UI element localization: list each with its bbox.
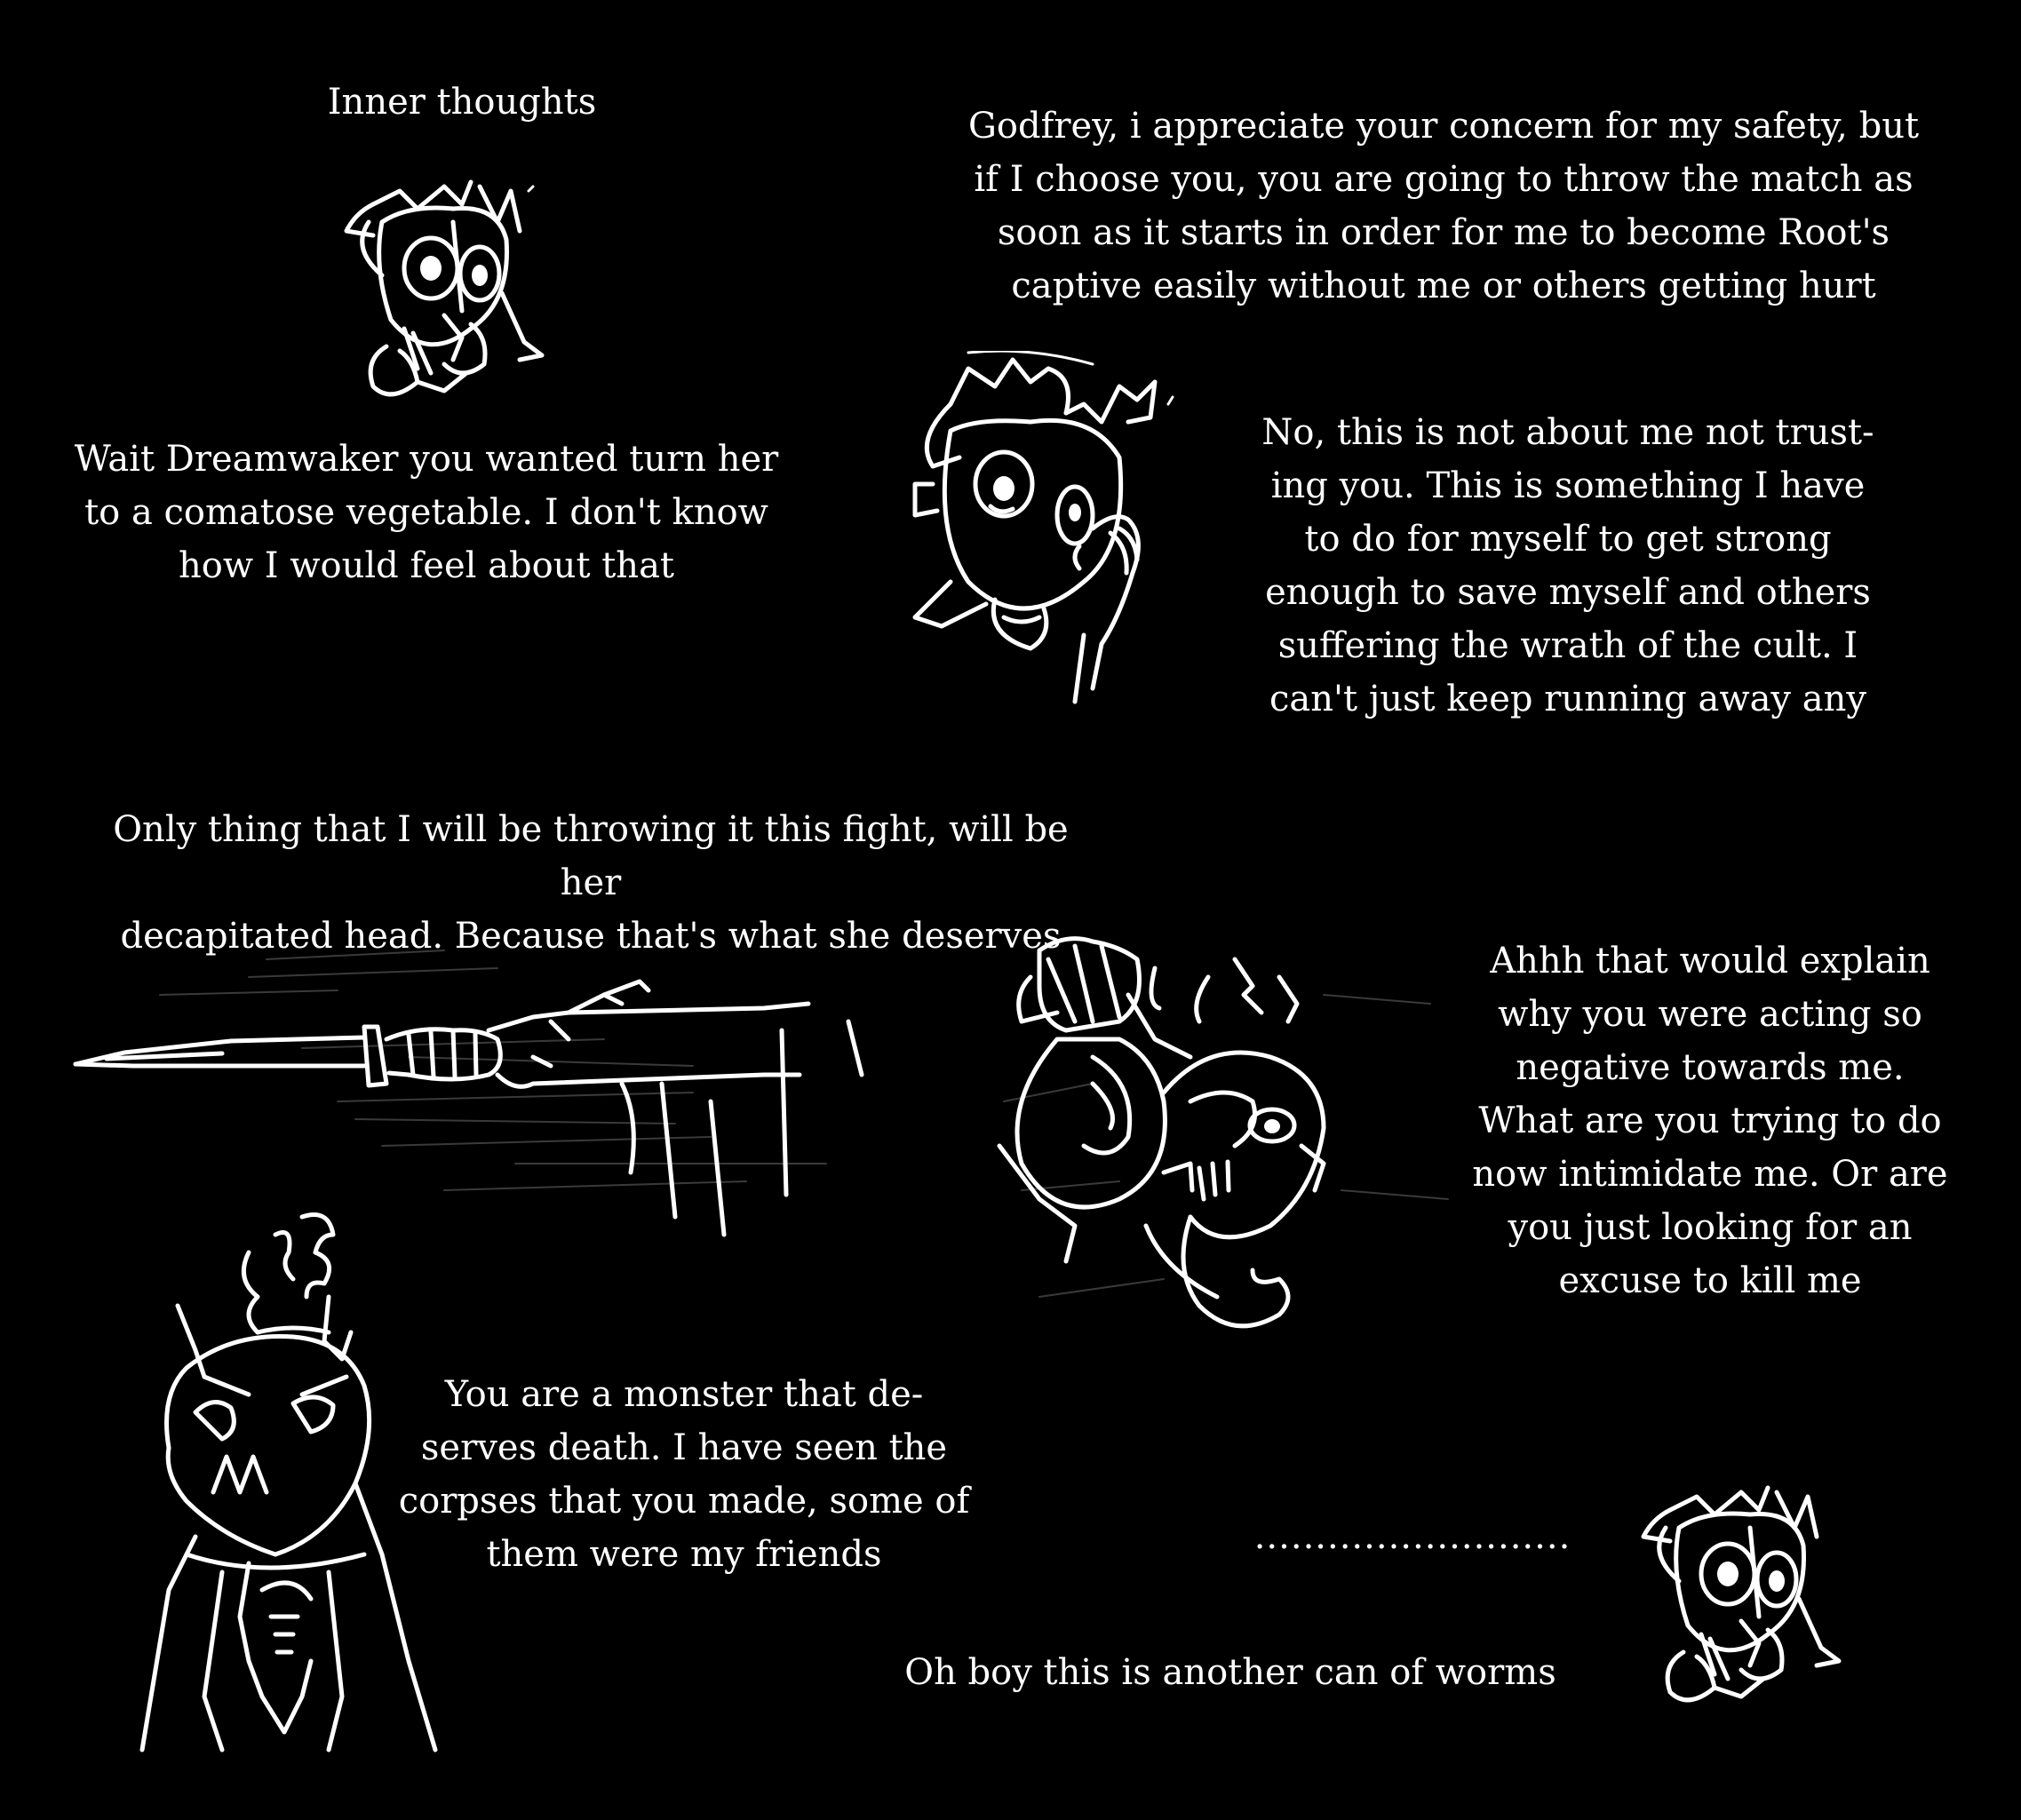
angry-horned-character-illustration xyxy=(986,924,1475,1386)
hooded-flame-character-illustration xyxy=(115,1199,471,1768)
caption-dreamwaker: Wait Dreamwaker you wanted turn her to a comatose vegetable. I don't know how I would feel about that xyxy=(74,439,779,586)
owl-mask-character-illustration-2 xyxy=(1617,1474,1883,1723)
caption-not-trusting: No, this is not about me not trust- ing you. This is something I have to do for myself to get strong enough to save myself and others suffering the wrath of the cult. I can't just keep running away any xyxy=(1261,412,1874,719)
worried-character-illustration xyxy=(897,351,1190,706)
caption-only-thing: Only thing that I will be throwing it this fight, will be her decapitated head. Because that's what she deserves xyxy=(113,809,1069,957)
caption-monster: You are a monster that de- serves death. I have seen the corpses that you made, some of them were my friends xyxy=(398,1374,970,1575)
caption-ahhh: Ahhh that would explain why you were acting so negative towards me. What are you trying to do now intimidate me. Or are you just looking for an excuse to kill me xyxy=(1472,941,1948,1301)
caption-oh-boy: Oh boy this is another can of worms xyxy=(904,1652,1556,1693)
owl-mask-character-illustration xyxy=(320,169,586,426)
caption-inner-thoughts: Inner thoughts xyxy=(327,82,597,123)
sword-arm-illustration xyxy=(71,942,906,1244)
caption-godfrey: Godfrey, i appreciate your concern for my safety, but if I choose you, you are going to throw the match as soon as it starts in order for me to become Root's captive easily without me or others getting hurt xyxy=(967,106,1920,306)
caption-ellipsis: .......................... xyxy=(1253,1516,1571,1557)
